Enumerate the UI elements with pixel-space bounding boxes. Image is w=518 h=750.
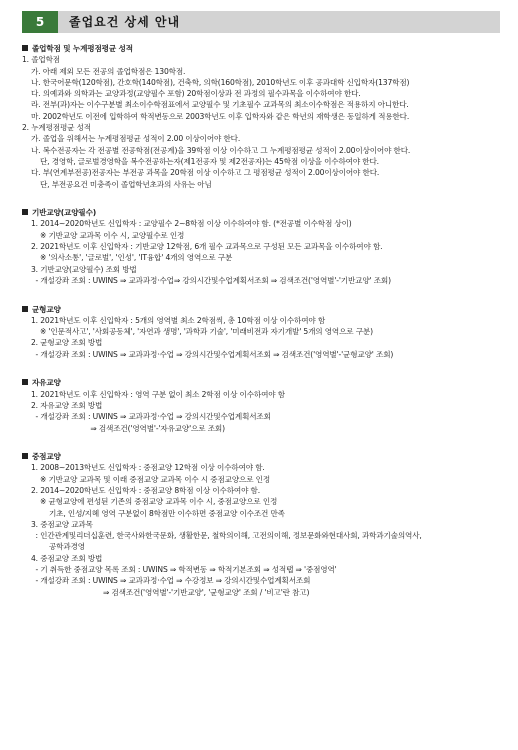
blank-line (22, 292, 512, 303)
section-heading (22, 304, 512, 315)
text-line: - 개설강좌 조회 : UWINS ⇒ 교과과정·수업⇒ 강의시간및수업계획서조회 ⇒ 검색조건('영역별'-'기반교양' 조회) (35, 275, 391, 285)
text-line: : 인간관계및리더십훈련, 한국사와한국문화, 생활한문, 철학의이해, 고전의이해, 정보문화와현대사회, 과학과기술의역사, (35, 531, 422, 541)
text-line: 기초, 인성/지혜 영역 구분없이 8학점만 이수하면 중점교양 이수조건 만족 (49, 508, 285, 518)
section-header-bar (22, 11, 500, 33)
section-heading (22, 43, 512, 54)
page-title: 졸업요건 상세 안내 (69, 15, 181, 29)
section-heading (22, 377, 512, 388)
text-line: 1. 2021학년도 이후 신입학자 : 5개의 영역별 최소 2학점씩, 총 10학점 이상 이수하여야 함 (31, 315, 326, 325)
text-line: 1. 2014~2020학년도 신입학자 : 교양필수 2~8학점 이상 이수하여야 함. (*전공별 이수학점 상이) (31, 219, 352, 229)
text-line: 다. 의예과와 의학과는 교양과정(교양필수 포함) 20학점이상과 전 과정의 필수과목을 이수하여야 한다. (31, 89, 361, 99)
text-line: ※ 균형교양에 편성된 기존의 중점교양 교과목 이수 시, 중점교양으로 인정 (40, 497, 278, 507)
text-line: 2. 2014~2020학년도 신입학자 : 중점교양 8학점 이상 이수하여야 함. (31, 485, 260, 495)
text-line: 공학과경영 (49, 542, 85, 552)
text-line: 2. 균형교양 조회 방법 (31, 338, 103, 348)
section-heading (22, 207, 512, 218)
text-line: 2. 2021학년도 이후 신입학자 : 기반교양 12학점, 6개 필수 교과목으로 구성된 모든 교과목을 이수하여야 함. (31, 242, 383, 252)
blank-line (22, 196, 512, 207)
square-bullet-icon (22, 209, 28, 215)
text-line: - 기 취득한 중점교양 목록 조회 : UWINS ⇒ 학적변동 ⇒ 학적기본조회 ⇒ 성적탭 ⇒ '중점영역' (35, 565, 337, 575)
text-line: ※ '의사소통', '글로벌', '인성', 'IT융합' 4개의 영역으로 구분 (40, 253, 233, 263)
text-line: 2. 자유교양 조회 방법 (31, 400, 103, 410)
section-title: 기반교양(교양필수) (32, 208, 97, 218)
document-body (22, 43, 512, 598)
text-line: 1. 졸업학점 (22, 55, 60, 65)
text-line: 단, 경영학, 글로벌경영학을 복수전공하는자(제1전공자 및 제2전공자)는 45학점 이상을 이수하여야 한다. (40, 156, 379, 166)
text-line: 마. 2002학년도 이전에 입학하여 학적변동으로 2003학년도 이후 입학자와 같은 학년의 재학생은 동일하게 적용한다. (31, 111, 410, 121)
square-bullet-icon (22, 306, 28, 312)
section-title: 중점교양 (32, 452, 61, 462)
text-line: ⇒ 검색조건('영역별'-'기반교양', '균형교양' 조회 / '비고'란 참고) (103, 587, 310, 597)
text-line: ※ 기반교양 교과목 및 이래 중점교양 교과목 이수 시 중점교양으로 인정 (40, 474, 271, 484)
text-line: 1. 2021학년도 이후 신입학자 : 영역 구분 없이 최소 2학점 이상 이수하여야 함 (31, 389, 285, 399)
square-bullet-icon (22, 45, 28, 51)
blank-line (22, 440, 512, 451)
text-line: 다. 부(연계부전공)전공자는 부전공 과목을 20학점 이상 이수하고 그 평점평균 성적이 2.00이상이어야 한다. (31, 168, 380, 178)
square-bullet-icon (22, 379, 28, 385)
text-line: 2. 누계평점평균 성적 (22, 123, 91, 133)
text-line: - 개설강좌 조회 : UWINS ⇒ 교과과정·수업 ⇒ 강의시간및수업계획서조회 (35, 412, 271, 422)
text-line: 나. 복수전공자는 각 전공별 전공학점(전공계)을 39학점 이상 이수하고 그 누계평점평균 성적이 2.00이상이어야 한다. (31, 145, 411, 155)
text-line: 가. 아래 제외 모든 전공의 졸업학점은 130학점. (31, 66, 186, 76)
text-line: 가. 졸업을 위해서는 누계평점평균 성적이 2.00 이상이어야 한다. (31, 134, 241, 144)
text-line: - 개설강좌 조회 : UWINS ⇒ 교과과정·수업 ⇒ 강의시간및수업계획서조회 ⇒ 검색조건('영역별'-'균형교양' 조회) (35, 349, 394, 359)
section-title: 균형교양 (32, 304, 61, 314)
text-line: ※ '인문적사고', '사회공동체', '자연과 생명', '과학과 기술', '미래비전과 자기개발' 5개의 영역으로 구분) (40, 327, 373, 337)
text-line: 3. 기반교양(교양필수) 조회 방법 (31, 264, 137, 274)
section-heading (22, 451, 512, 462)
blank-line (22, 366, 512, 377)
text-line: 4. 중점교양 조회 방법 (31, 553, 103, 563)
section-title: 자유교양 (32, 378, 61, 388)
text-line: ※ 기반교양 교과목 이수 시, 교양필수로 인정 (40, 230, 185, 240)
text-line: 나. 한국어문학(120학점), 간호학(140학점), 건축학, 의학(160학점), 2010학년도 이후 공과대학 신입학자(137학점) (31, 77, 410, 87)
text-line: ⇒ 검색조건('영역별'-'자유교양'으로 조회) (90, 423, 225, 433)
text-line: 단, 부전공요건 미충족이 졸업학년초과의 사유는 아님 (40, 179, 212, 189)
text-line: 1. 2008~2013학년도 신입학자 : 중점교양 12학점 이상 이수하여야 함. (31, 463, 265, 473)
text-line: 라. 전부(과)자는 이수구분별 최소이수학점표에서 교양필수 및 기초필수 교과목의 최소이수학점은 적용하지 아니한다. (31, 100, 409, 110)
square-bullet-icon (22, 453, 28, 459)
section-number-badge: 5 (22, 11, 58, 33)
text-line: - 개설강좌 조회 : UWINS ⇒ 교과과정·수업 ⇒ 수강정보 ⇒ 강의시간및수업계획서조회 (35, 576, 311, 586)
text-line: 3. 중점교양 교과목 (31, 519, 93, 529)
section-title: 졸업학점 및 누계평점평균 성적 (32, 44, 133, 53)
